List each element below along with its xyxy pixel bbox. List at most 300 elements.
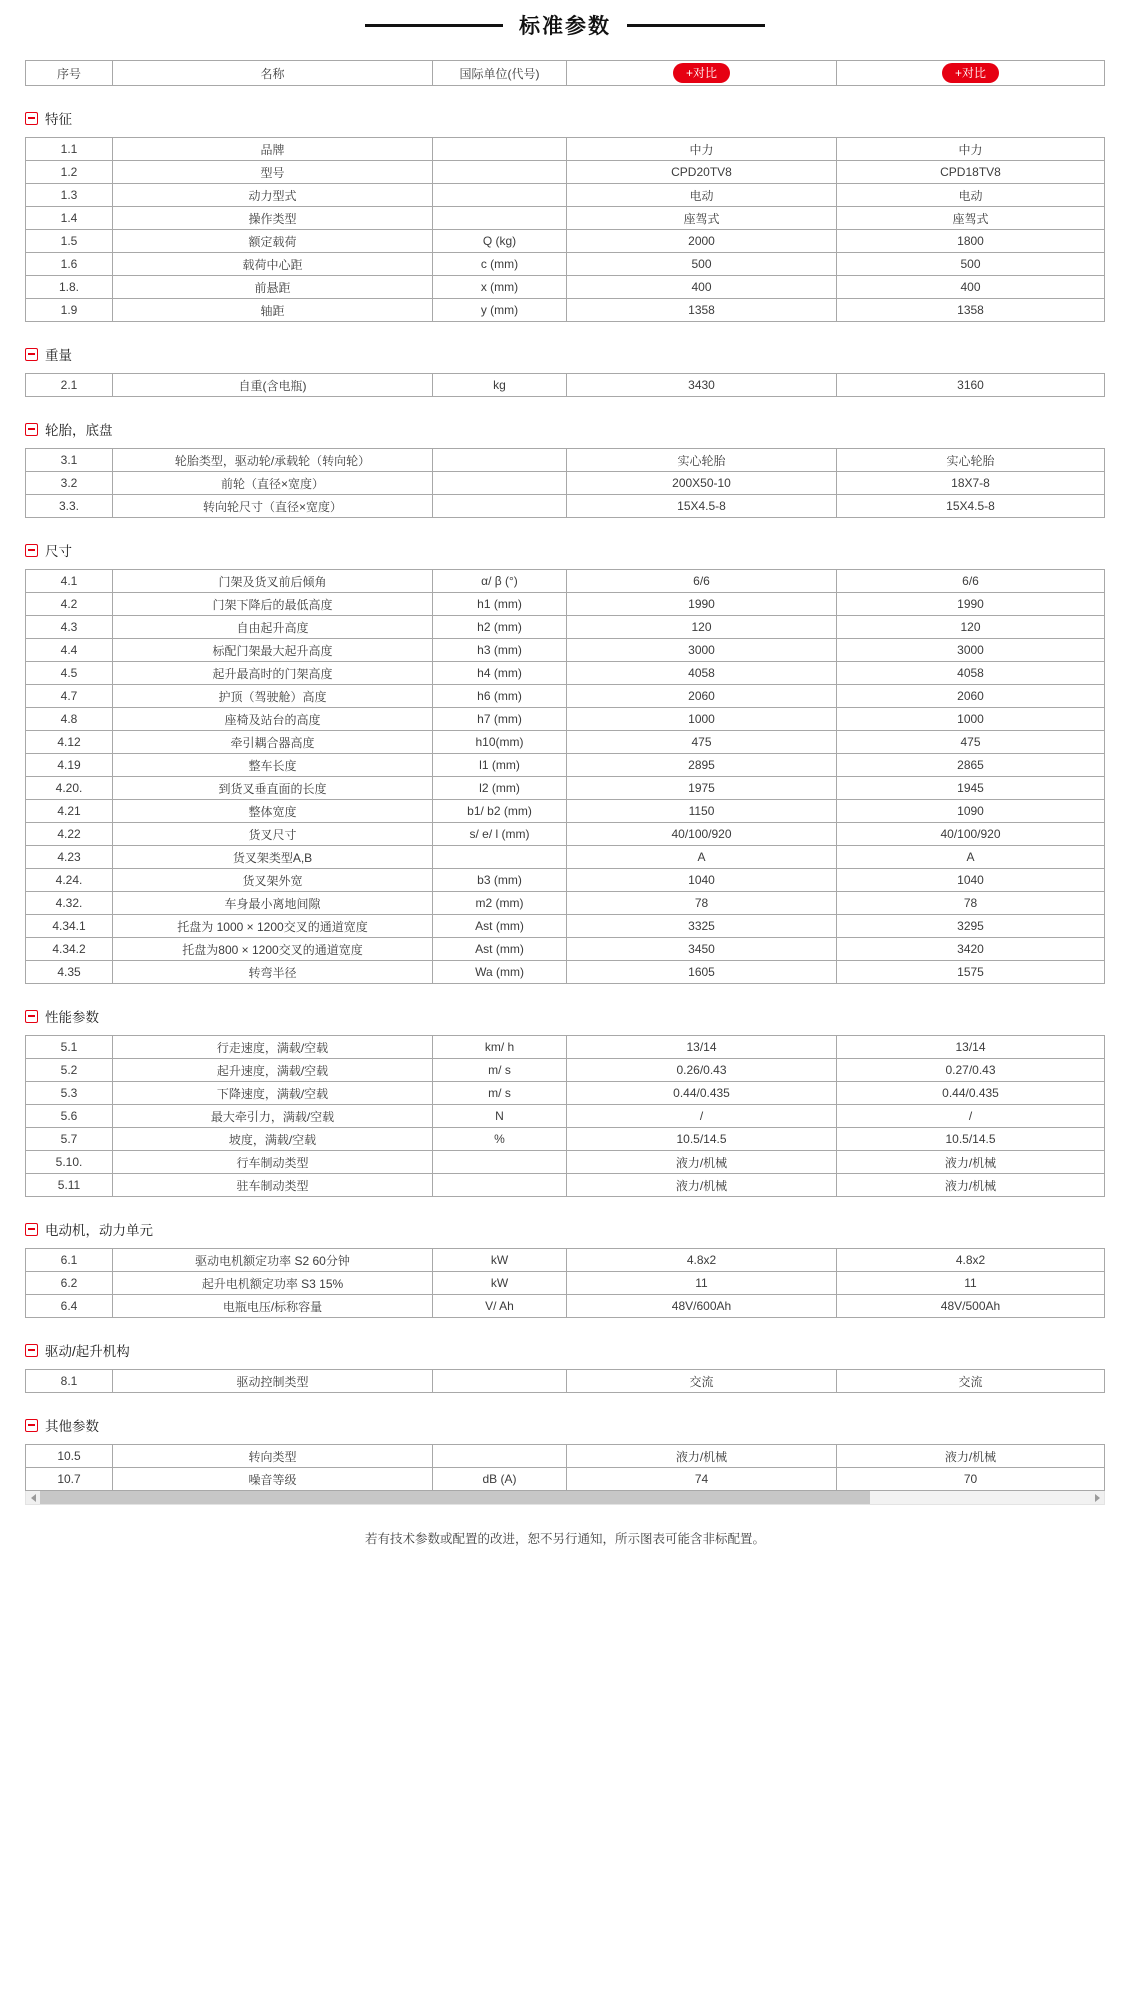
param-table [25,1444,1105,1491]
row-name-cell: 门架下降后的最低高度 [113,593,433,616]
row-unit-cell: l1 (mm) [433,754,567,777]
column-header-table [25,60,1105,86]
row-value-cell-2: 中力 [837,138,1105,161]
table-row [26,495,1105,518]
row-value-cell-1: 475 [567,731,837,754]
row-unit-cell: b1/ b2 (mm) [433,800,567,823]
row-name-cell: 轴距 [113,299,433,322]
scroll-thumb[interactable] [40,1491,870,1504]
row-unit-cell: m/ s [433,1082,567,1105]
row-unit-cell: h4 (mm) [433,662,567,685]
row-unit-cell: c (mm) [433,253,567,276]
table-row [26,892,1105,915]
row-unit-cell: Wa (mm) [433,961,567,984]
row-value-cell-1: 3450 [567,938,837,961]
param-section [25,108,1105,322]
table-row [26,276,1105,299]
row-unit-cell: V/ Ah [433,1295,567,1318]
title-line-left [365,24,503,27]
row-value-cell-2: 11 [837,1272,1105,1295]
row-no-cell: 4.7 [26,685,113,708]
table-row [26,138,1105,161]
row-no-cell: 4.21 [26,800,113,823]
row-no-cell: 1.2 [26,161,113,184]
collapse-minus-icon[interactable] [25,112,38,125]
table-row [26,662,1105,685]
row-no-cell: 4.12 [26,731,113,754]
row-value-cell-1: 2060 [567,685,837,708]
row-no-cell: 6.4 [26,1295,113,1318]
row-name-cell: 托盘为800 × 1200交叉的通道宽度 [113,938,433,961]
table-row [26,708,1105,731]
row-value-cell-2: 2865 [837,754,1105,777]
row-unit-cell: m2 (mm) [433,892,567,915]
row-no-cell: 6.2 [26,1272,113,1295]
table-row [26,1370,1105,1393]
row-unit-cell: N [433,1105,567,1128]
table-row [26,207,1105,230]
row-value-cell-1: 1975 [567,777,837,800]
table-row [26,449,1105,472]
row-no-cell: 4.20. [26,777,113,800]
title-line-right [627,24,765,27]
row-unit-cell: dB (A) [433,1468,567,1491]
scroll-right-arrow[interactable] [1090,1491,1104,1504]
row-unit-cell: h6 (mm) [433,685,567,708]
row-unit-cell: Q (kg) [433,230,567,253]
col-header-model2 [837,61,1105,86]
table-row [26,1059,1105,1082]
param-table [25,448,1105,518]
row-name-cell: 最大牵引力，满载/空载 [113,1105,433,1128]
table-row [26,299,1105,322]
row-value-cell-1: 0.26/0.43 [567,1059,837,1082]
row-name-cell: 整体宽度 [113,800,433,823]
row-name-cell: 货叉尺寸 [113,823,433,846]
row-value-cell-1: 74 [567,1468,837,1491]
row-unit-cell [433,1174,567,1197]
row-value-cell-1: 0.44/0.435 [567,1082,837,1105]
row-value-cell-1: 液力/机械 [567,1445,837,1468]
row-unit-cell [433,449,567,472]
row-value-cell-2: 1358 [837,299,1105,322]
row-name-cell: 门架及货叉前后倾角 [113,570,433,593]
row-no-cell: 4.34.1 [26,915,113,938]
param-section [25,1006,1105,1197]
section-title: 尺寸 [45,544,72,559]
row-no-cell: 4.4 [26,639,113,662]
row-name-cell: 轮胎类型，驱动轮/承载轮（转向轮） [113,449,433,472]
row-unit-cell [433,1445,567,1468]
row-value-cell-1: 200X50-10 [567,472,837,495]
row-unit-cell: kg [433,374,567,397]
row-no-cell: 6.1 [26,1249,113,1272]
table-row [26,230,1105,253]
table-row [26,1151,1105,1174]
row-name-cell: 前悬距 [113,276,433,299]
row-value-cell-1: 3325 [567,915,837,938]
table-row [26,915,1105,938]
row-value-cell-1: 中力 [567,138,837,161]
col-header-model1 [567,61,837,86]
row-value-cell-2: 交流 [837,1370,1105,1393]
col-header-no: 序号 [26,61,113,86]
row-name-cell: 起升最高时的门架高度 [113,662,433,685]
row-value-cell-2: 48V/500Ah [837,1295,1105,1318]
row-no-cell: 5.11 [26,1174,113,1197]
row-name-cell: 前轮（直径×宽度） [113,472,433,495]
row-no-cell: 4.32. [26,892,113,915]
table-row [26,1036,1105,1059]
section-title: 特征 [45,112,72,127]
collapse-minus-icon[interactable] [25,544,38,557]
row-value-cell-1: 4058 [567,662,837,685]
table-row [26,846,1105,869]
param-section [25,1219,1105,1318]
row-value-cell-2: 1000 [837,708,1105,731]
param-table [25,569,1105,984]
table-row [26,184,1105,207]
row-unit-cell: Ast (mm) [433,938,567,961]
row-value-cell-1: 11 [567,1272,837,1295]
table-row [26,570,1105,593]
row-value-cell-1: 1040 [567,869,837,892]
row-value-cell-1: 电动 [567,184,837,207]
row-unit-cell: h2 (mm) [433,616,567,639]
param-table [25,1369,1105,1393]
row-value-cell-2: 液力/机械 [837,1151,1105,1174]
row-no-cell: 4.1 [26,570,113,593]
row-name-cell: 型号 [113,161,433,184]
table-row [26,472,1105,495]
row-value-cell-1: 1000 [567,708,837,731]
right-triangle-icon [1095,1494,1100,1502]
row-name-cell: 标配门架最大起升高度 [113,639,433,662]
row-unit-cell [433,1370,567,1393]
row-value-cell-2: 1090 [837,800,1105,823]
row-value-cell-1: 10.5/14.5 [567,1128,837,1151]
row-name-cell: 自重(含电瓶) [113,374,433,397]
row-unit-cell [433,472,567,495]
table-row [26,800,1105,823]
row-no-cell: 1.4 [26,207,113,230]
row-name-cell: 起升电机额定功率 S3 15% [113,1272,433,1295]
row-no-cell: 4.19 [26,754,113,777]
row-no-cell: 1.3 [26,184,113,207]
row-value-cell-2: 2060 [837,685,1105,708]
row-value-cell-1: 液力/机械 [567,1174,837,1197]
row-name-cell: 动力型式 [113,184,433,207]
row-name-cell: 座椅及站台的高度 [113,708,433,731]
section-header[interactable] [25,1340,1105,1360]
collapse-minus-icon[interactable] [25,1010,38,1023]
row-name-cell: 牵引耦合器高度 [113,731,433,754]
row-value-cell-2: 液力/机械 [837,1445,1105,1468]
row-value-cell-1: 1605 [567,961,837,984]
table-row [26,1445,1105,1468]
row-value-cell-1: 液力/机械 [567,1151,837,1174]
row-value-cell-2: 1040 [837,869,1105,892]
row-no-cell: 4.24. [26,869,113,892]
row-value-cell-2: 4.8x2 [837,1249,1105,1272]
scroll-track[interactable] [40,1491,1090,1504]
section-header[interactable] [25,419,1105,439]
row-value-cell-1: 1150 [567,800,837,823]
horizontal-scrollbar[interactable] [25,1491,1105,1505]
row-no-cell: 3.3. [26,495,113,518]
table-row [26,731,1105,754]
compare-button-model1[interactable]: +对比 [673,63,730,83]
row-unit-cell: kW [433,1272,567,1295]
row-name-cell: 驱动控制类型 [113,1370,433,1393]
row-value-cell-1: 40/100/920 [567,823,837,846]
row-unit-cell [433,207,567,230]
param-section [25,1415,1105,1491]
compare-button-model2[interactable]: +对比 [942,63,999,83]
row-name-cell: 载荷中心距 [113,253,433,276]
page-title-bar [25,10,1105,40]
section-title: 驱动/起升机构 [45,1344,130,1359]
row-no-cell: 5.7 [26,1128,113,1151]
table-row [26,685,1105,708]
row-no-cell: 4.34.2 [26,938,113,961]
row-no-cell: 3.2 [26,472,113,495]
row-value-cell-1: 400 [567,276,837,299]
row-value-cell-2: 3000 [837,639,1105,662]
row-value-cell-2: 1945 [837,777,1105,800]
sections-container [25,108,1105,1491]
row-no-cell: 1.6 [26,253,113,276]
row-unit-cell: b3 (mm) [433,869,567,892]
row-no-cell: 1.9 [26,299,113,322]
table-row [26,754,1105,777]
row-no-cell: 3.1 [26,449,113,472]
table-row [26,593,1105,616]
param-section [25,344,1105,397]
row-value-cell-2: 13/14 [837,1036,1105,1059]
row-name-cell: 坡度，满载/空载 [113,1128,433,1151]
collapse-minus-icon[interactable] [25,1344,38,1357]
row-value-cell-1: 1358 [567,299,837,322]
left-triangle-icon [31,1494,36,1502]
row-name-cell: 车身最小离地间隙 [113,892,433,915]
row-unit-cell: km/ h [433,1036,567,1059]
row-value-cell-2: 78 [837,892,1105,915]
row-name-cell: 转弯半径 [113,961,433,984]
row-name-cell: 操作类型 [113,207,433,230]
row-name-cell: 品牌 [113,138,433,161]
row-no-cell: 4.5 [26,662,113,685]
row-value-cell-1: CPD20TV8 [567,161,837,184]
row-value-cell-2: 实心轮胎 [837,449,1105,472]
row-name-cell: 驻车制动类型 [113,1174,433,1197]
param-table [25,1035,1105,1197]
row-value-cell-2: 1800 [837,230,1105,253]
row-no-cell: 5.1 [26,1036,113,1059]
section-header[interactable] [25,344,1105,364]
row-value-cell-1: 78 [567,892,837,915]
row-name-cell: 行走速度，满载/空载 [113,1036,433,1059]
row-no-cell: 5.10. [26,1151,113,1174]
row-unit-cell: α/ β (°) [433,570,567,593]
row-no-cell: 10.7 [26,1468,113,1491]
param-table [25,1248,1105,1318]
row-value-cell-1: 1990 [567,593,837,616]
row-value-cell-1: 交流 [567,1370,837,1393]
table-row [26,1082,1105,1105]
table-row [26,1272,1105,1295]
row-name-cell: 护顶（驾驶舱）高度 [113,685,433,708]
footer-note: 若有技术参数或配置的改进，恕不另行通知，所示图表可能含非标配置。 [364,1532,765,1546]
row-value-cell-2: 电动 [837,184,1105,207]
row-name-cell: 下降速度，满载/空载 [113,1082,433,1105]
row-unit-cell: s/ e/ l (mm) [433,823,567,846]
section-header[interactable] [25,1219,1105,1239]
row-value-cell-2: 3295 [837,915,1105,938]
table-row [26,869,1105,892]
collapse-minus-icon[interactable] [25,423,38,436]
row-no-cell: 4.23 [26,846,113,869]
row-value-cell-1: 6/6 [567,570,837,593]
row-no-cell: 4.8 [26,708,113,731]
row-value-cell-1: 4.8x2 [567,1249,837,1272]
row-value-cell-1: 座驾式 [567,207,837,230]
row-no-cell: 8.1 [26,1370,113,1393]
table-row [26,961,1105,984]
row-unit-cell [433,138,567,161]
row-unit-cell: h3 (mm) [433,639,567,662]
row-unit-cell: h10(mm) [433,731,567,754]
section-title: 其他参数 [45,1419,99,1434]
row-name-cell: 自由起升高度 [113,616,433,639]
section-header[interactable] [25,540,1105,560]
row-unit-cell: h1 (mm) [433,593,567,616]
row-no-cell: 4.35 [26,961,113,984]
row-value-cell-1: 120 [567,616,837,639]
row-no-cell: 1.1 [26,138,113,161]
row-unit-cell: l2 (mm) [433,777,567,800]
row-no-cell: 4.3 [26,616,113,639]
row-unit-cell: % [433,1128,567,1151]
section-title: 性能参数 [45,1010,99,1025]
row-value-cell-2: 15X4.5-8 [837,495,1105,518]
collapse-minus-icon[interactable] [25,1223,38,1236]
table-row [26,639,1105,662]
page-title: 标准参数 [519,15,611,38]
row-name-cell: 转向类型 [113,1445,433,1468]
row-unit-cell: Ast (mm) [433,915,567,938]
table-row [26,1249,1105,1272]
row-name-cell: 转向轮尺寸（直径×宽度） [113,495,433,518]
collapse-minus-icon[interactable] [25,348,38,361]
section-header[interactable] [25,1006,1105,1026]
row-unit-cell [433,1151,567,1174]
table-row [26,1174,1105,1197]
row-value-cell-1: 实心轮胎 [567,449,837,472]
row-value-cell-2: 120 [837,616,1105,639]
row-unit-cell [433,161,567,184]
col-header-unit: 国际单位(代号) [433,61,567,86]
row-value-cell-1: 48V/600Ah [567,1295,837,1318]
table-row [26,823,1105,846]
collapse-minus-icon[interactable] [25,1419,38,1432]
section-title: 重量 [45,348,72,363]
row-value-cell-1: 2000 [567,230,837,253]
param-section [25,419,1105,518]
table-row [26,938,1105,961]
column-header-row [26,61,1105,86]
section-header[interactable] [25,108,1105,128]
row-name-cell: 行车制动类型 [113,1151,433,1174]
row-value-cell-2: 10.5/14.5 [837,1128,1105,1151]
row-no-cell: 4.22 [26,823,113,846]
row-unit-cell [433,495,567,518]
row-no-cell: 2.1 [26,374,113,397]
row-value-cell-2: 1575 [837,961,1105,984]
row-value-cell-1: 3430 [567,374,837,397]
row-no-cell: 5.6 [26,1105,113,1128]
row-value-cell-2: 4058 [837,662,1105,685]
row-value-cell-2: 3420 [837,938,1105,961]
row-value-cell-2: CPD18TV8 [837,161,1105,184]
row-name-cell: 货叉架外宽 [113,869,433,892]
row-value-cell-1: 13/14 [567,1036,837,1059]
param-section [25,1340,1105,1393]
row-value-cell-1: 15X4.5-8 [567,495,837,518]
table-row [26,161,1105,184]
row-value-cell-2: 液力/机械 [837,1174,1105,1197]
row-value-cell-2: A [837,846,1105,869]
scroll-left-arrow[interactable] [26,1491,40,1504]
row-value-cell-2: 40/100/920 [837,823,1105,846]
section-header[interactable] [25,1415,1105,1435]
row-name-cell: 整车长度 [113,754,433,777]
param-table [25,137,1105,322]
section-title: 电动机，动力单元 [45,1223,153,1238]
row-unit-cell: kW [433,1249,567,1272]
table-row [26,1295,1105,1318]
table-row [26,1105,1105,1128]
param-section [25,540,1105,984]
row-value-cell-2: 0.44/0.435 [837,1082,1105,1105]
table-row [26,777,1105,800]
table-row [26,616,1105,639]
param-table [25,373,1105,397]
row-name-cell: 额定载荷 [113,230,433,253]
row-unit-cell: h7 (mm) [433,708,567,731]
row-name-cell: 货叉架类型A,B [113,846,433,869]
row-unit-cell: x (mm) [433,276,567,299]
row-no-cell: 1.5 [26,230,113,253]
table-row [26,1128,1105,1151]
col-header-name: 名称 [113,61,433,86]
row-value-cell-1: / [567,1105,837,1128]
row-value-cell-1: A [567,846,837,869]
row-name-cell: 噪音等级 [113,1468,433,1491]
row-name-cell: 驱动电机额定功率 S2 60分钟 [113,1249,433,1272]
row-no-cell: 5.3 [26,1082,113,1105]
section-title: 轮胎，底盘 [45,423,113,438]
row-value-cell-2: 座驾式 [837,207,1105,230]
row-no-cell: 5.2 [26,1059,113,1082]
row-name-cell: 电瓶电压/标称容量 [113,1295,433,1318]
row-unit-cell [433,846,567,869]
row-unit-cell: m/ s [433,1059,567,1082]
row-no-cell: 10.5 [26,1445,113,1468]
row-unit-cell: y (mm) [433,299,567,322]
row-value-cell-2: 475 [837,731,1105,754]
row-value-cell-1: 3000 [567,639,837,662]
